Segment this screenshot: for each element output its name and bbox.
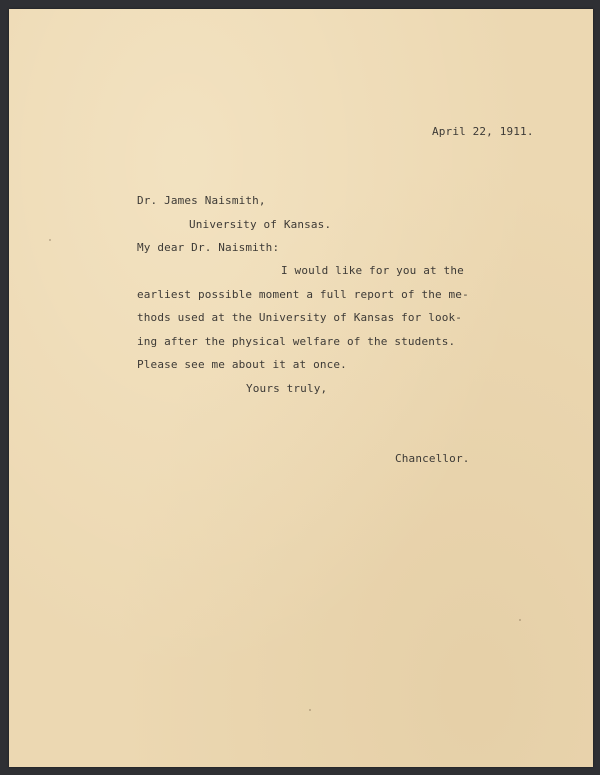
paper-speck [519, 619, 521, 621]
body-line: ing after the physical welfare of the students. [137, 335, 456, 348]
body-line: thods used at the University of Kansas for look- [137, 311, 463, 324]
recipient-institution: University of Kansas. [189, 218, 332, 231]
paper-speck [309, 709, 311, 711]
paper-speck [49, 239, 51, 241]
body-line: Please see me about it at once. [137, 358, 347, 371]
signature-title: Chancellor. [395, 452, 470, 465]
body-line: I would like for you at the [281, 264, 464, 277]
body-line: earliest possible moment a full report of the me- [137, 288, 469, 301]
closing: Yours truly, [246, 382, 328, 395]
salutation: My dear Dr. Naismith: [137, 241, 280, 254]
recipient-name: Dr. James Naismith, [137, 194, 266, 207]
letter-page [9, 9, 593, 767]
letter-date: April 22, 1911. [432, 125, 534, 138]
